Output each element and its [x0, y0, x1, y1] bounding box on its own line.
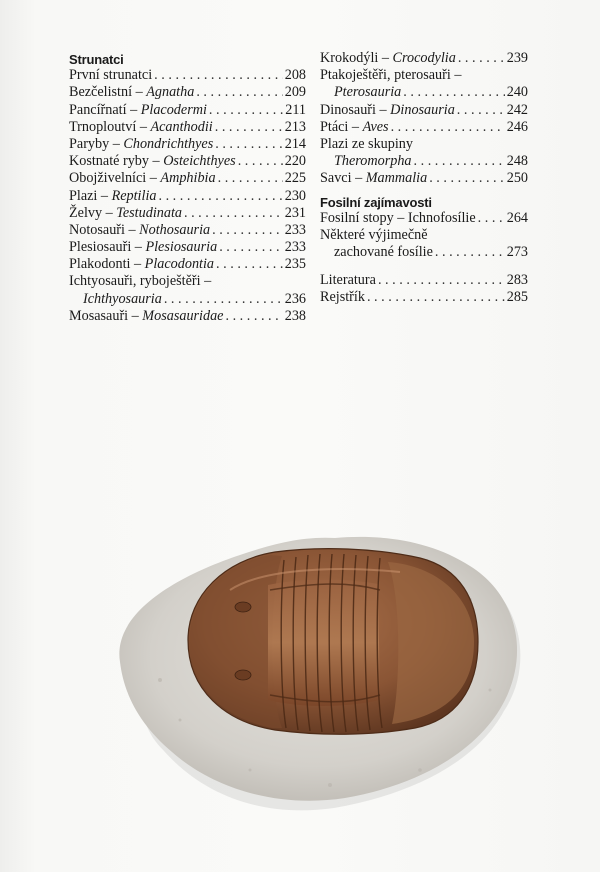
page-number: 209 [284, 84, 306, 101]
toc-entry-birds[interactable]: Ptáci – Aves . . . 246 [320, 119, 528, 136]
page-number: 231 [284, 204, 306, 221]
toc-entry[interactable]: Trnoploutví – Acanthodii . . . 213 [69, 119, 306, 136]
toc-entry[interactable]: Paryby – Chondrichthyes . . . 214 [69, 136, 306, 153]
toc-entry-mosasaurs[interactable]: Mosasauři – Mosasauridae . . . 238 [69, 308, 306, 325]
toc-entry[interactable]: Bezčelistní – Agnatha . . . 209 [69, 84, 306, 101]
page-number: 233 [284, 221, 306, 238]
toc-entry[interactable]: Kostnaté ryby – Osteichthyes . . . 220 [69, 153, 306, 170]
toc-entry[interactable]: Plesiosauři – Plesiosauria . . . 233 [69, 239, 306, 256]
page-number: 240 [506, 84, 528, 101]
toc-entry-index[interactable]: Rejstřík . . . 285 [320, 289, 528, 306]
section-heading-chordates: Strunatci [69, 52, 124, 67]
toc-entry-pterosaurs[interactable]: Ptakoještěři, pterosauři – Pterosauria . . . 240 [320, 67, 528, 101]
toc-entry[interactable]: Obojživelníci – Amphibia . . . 225 [69, 170, 306, 187]
page-number: 211 [285, 101, 306, 118]
page-number: 214 [284, 135, 306, 152]
page-number: 285 [506, 289, 528, 306]
section-heading-fossil-curiosities: Fosilní zajímavosti [320, 194, 432, 210]
toc-entry-crocodiles[interactable]: Krokodýli – Crocodylia . . . 239 [320, 50, 528, 67]
toc-entry[interactable]: První strunatci . . . 208 [69, 67, 306, 84]
toc-entry-trace-fossils[interactable]: Fosilní stopy – Ichnofosílie . . . 264 [320, 210, 528, 227]
toc-entry[interactable]: Želvy – Testudinata . . . 231 [69, 205, 306, 222]
page-number: 250 [506, 170, 528, 187]
page-number: 213 [284, 118, 306, 135]
page-number: 208 [284, 67, 306, 84]
page-number: 246 [506, 118, 528, 135]
toc-entry[interactable]: Notosauři – Nothosauria . . . 233 [69, 222, 306, 239]
toc-entry[interactable]: Pancířnatí – Placodermi . . . 211 [69, 102, 306, 119]
page-number: 238 [284, 307, 306, 324]
trilobite-eye-icon [235, 670, 251, 680]
page-number: 225 [284, 170, 306, 187]
page-number: 220 [284, 153, 306, 170]
page-number: 273 [506, 244, 528, 261]
trilobite-eye-icon [235, 602, 251, 612]
toc-entry[interactable]: Plazi – Reptilia . . . 230 [69, 188, 306, 205]
page-number: 239 [506, 50, 528, 66]
page-number: 235 [284, 256, 306, 273]
toc-entry[interactable]: Plakodonti – Placodontia . . . 235 [69, 256, 306, 273]
page-number: 242 [506, 101, 528, 118]
page-number: 248 [506, 153, 528, 170]
toc-entry-theromorpha[interactable]: Plazi ze skupiny Theromorpha . . . 248 [320, 136, 528, 170]
toc-entry-ichthyosaurs[interactable]: Ichtyosauři, ryboještěři – Ichthyosauria . . . 236 [69, 273, 306, 307]
page-number: 233 [284, 239, 306, 256]
trilobite-axial-lobe [268, 580, 380, 706]
page-number: 283 [506, 272, 528, 289]
toc-entry-exceptional-fossils[interactable]: Některé výjimečně zachované fosílie . . . 273 [320, 227, 528, 261]
toc-entry-dinosaurs[interactable]: Dinosauři – Dinosauria . . . 242 [320, 102, 528, 119]
page-number: 230 [284, 187, 306, 204]
toc-entry-literature[interactable]: Literatura . . . 283 [320, 272, 528, 289]
page-number: 236 [284, 290, 306, 307]
toc-entry-mammals[interactable]: Savci – Mammalia . . . 250 [320, 170, 528, 187]
page-number: 264 [506, 209, 528, 226]
